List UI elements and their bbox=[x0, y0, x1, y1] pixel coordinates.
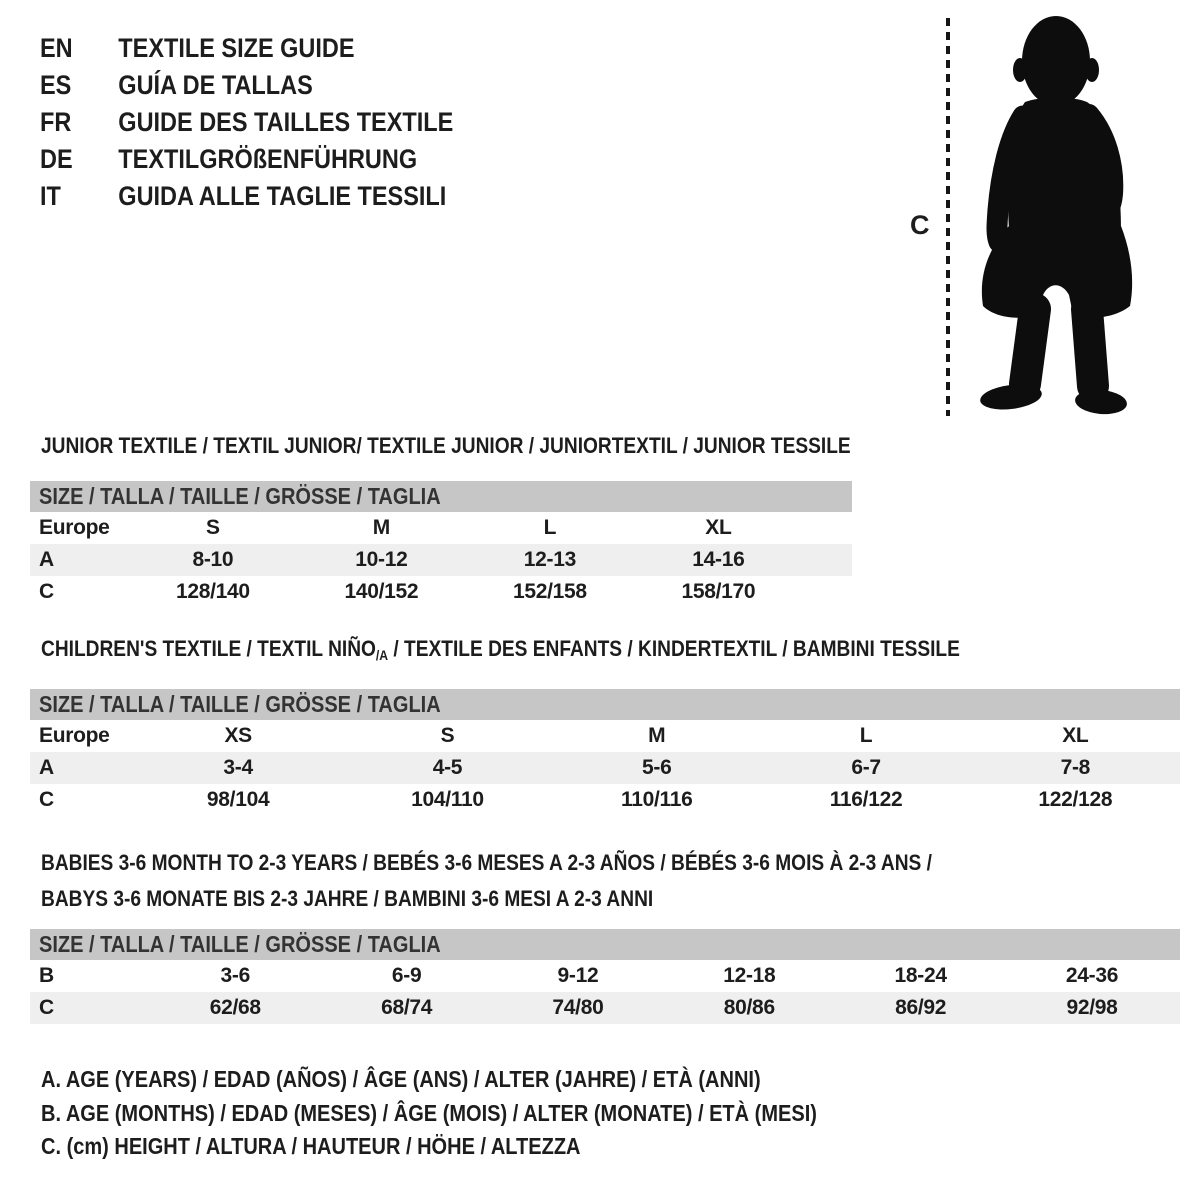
height-cell: 152/158 bbox=[512, 580, 587, 603]
age-cell: 10-12 bbox=[355, 548, 408, 571]
height-cell: 128/140 bbox=[175, 580, 250, 603]
language-row-fr bbox=[40, 104, 515, 141]
age-cell: 8-10 bbox=[192, 548, 234, 571]
size-cell: XL bbox=[705, 516, 732, 539]
size-cell: M bbox=[648, 724, 666, 747]
months-cell: 6-9 bbox=[391, 964, 422, 987]
table-row-height bbox=[30, 784, 1180, 816]
size-cell: S bbox=[206, 516, 220, 539]
table-row-height bbox=[30, 576, 852, 608]
babies-size-table bbox=[30, 929, 1180, 1024]
language-code: DE bbox=[40, 144, 73, 174]
height-cell: 80/86 bbox=[723, 996, 775, 1019]
language-code: FR bbox=[40, 107, 72, 137]
row-label: Europe bbox=[39, 724, 110, 747]
row-label: A bbox=[39, 548, 54, 571]
measurement-legend bbox=[41, 1063, 933, 1164]
nino-a-subscript: /A bbox=[375, 647, 389, 663]
size-cell: S bbox=[440, 724, 455, 747]
table-row-age bbox=[30, 544, 852, 576]
age-cell: 6-7 bbox=[851, 756, 881, 779]
table-row-europe bbox=[30, 512, 852, 544]
height-cell: 86/92 bbox=[895, 996, 947, 1019]
height-cell: 122/128 bbox=[1038, 788, 1113, 811]
row-label: C bbox=[39, 788, 54, 811]
row-label: B bbox=[39, 964, 54, 987]
size-header-bar: SIZE / TALLA / TAILLE / GRÖSSE / TAGLIA bbox=[30, 929, 1180, 960]
months-cell: 3-6 bbox=[220, 964, 250, 987]
age-cell: 12-13 bbox=[523, 548, 576, 571]
height-cell: 158/170 bbox=[681, 580, 756, 603]
language-code: IT bbox=[40, 181, 61, 211]
language-code: EN bbox=[40, 33, 73, 63]
size-cell: XS bbox=[224, 724, 252, 747]
guide-title: TEXTILGRÖßENFÜHRUNG bbox=[118, 144, 418, 174]
children-section-heading: CHILDREN'S TEXTILE / TEXTIL $NIÑO_{/A}$ / TEXTILE DES ENFANTS / KINDERTEXTIL / BAMBINI TESSILE bbox=[41, 636, 960, 663]
months-cell: 24-36 bbox=[1065, 964, 1119, 987]
junior-section-heading: JUNIOR TEXTILE / TEXTIL JUNIOR/ TEXTILE JUNIOR / JUNIORTEXTIL / JUNIOR TESSILE bbox=[41, 433, 851, 458]
height-cell: 62/68 bbox=[209, 996, 261, 1019]
months-cell: 9-12 bbox=[557, 964, 599, 987]
months-cell: 18-24 bbox=[894, 964, 947, 987]
size-header-bar: SIZE / TALLA / TAILLE / GRÖSSE / TAGLIA bbox=[30, 689, 1180, 720]
height-measure-dashed-line bbox=[946, 18, 950, 416]
toddler-silhouette-icon bbox=[963, 14, 1138, 416]
height-cell: 110/116 bbox=[620, 788, 693, 811]
legend-age-months: B. AGE (MONTHS) / EDAD (MESES) / ÂGE (MOIS) / ALTER (MONATE) / ETÀ (MESI) bbox=[41, 1099, 817, 1126]
junior-size-table bbox=[30, 481, 852, 608]
height-cell: 140/152 bbox=[344, 580, 419, 603]
size-cell: L bbox=[859, 724, 873, 747]
months-cell: 12-18 bbox=[723, 964, 776, 987]
height-cell: 74/80 bbox=[552, 996, 604, 1019]
language-row-it bbox=[40, 178, 515, 215]
size-cell: M bbox=[372, 516, 390, 539]
row-label: C bbox=[39, 580, 54, 603]
language-row-es bbox=[40, 67, 515, 104]
height-cell: 116/122 bbox=[829, 788, 903, 811]
table-row-age bbox=[30, 752, 1180, 784]
legend-age-years: A. AGE (YEARS) / EDAD (AÑOS) / ÂGE (ANS) / ALTER (JAHRE) / ETÀ (ANNI) bbox=[41, 1066, 761, 1092]
table-row-height bbox=[30, 992, 1180, 1024]
guide-title: GUIDE DES TAILLES TEXTILE bbox=[118, 107, 454, 137]
guide-title: TEXTILE SIZE GUIDE bbox=[118, 33, 355, 63]
size-cell: L bbox=[543, 516, 557, 539]
age-cell: 3-4 bbox=[223, 756, 253, 779]
size-header-bar: SIZE / TALLA / TAILLE / GRÖSSE / TAGLIA bbox=[30, 481, 852, 512]
language-code: ES bbox=[40, 70, 72, 100]
age-cell: 14-16 bbox=[692, 548, 745, 571]
row-label: C bbox=[39, 996, 54, 1019]
table-row-months bbox=[30, 960, 1180, 992]
babies-section-heading: BABIES 3-6 MONTH TO 2-3 YEARS / BEBÉS 3-6 MESES A 2-3 AÑOS / BÉBÉS 3-6 MOIS À 2-3 ANS / BABYS 3-6 MONATE BIS 2-3 JAHRE / BAMBINI 3-6 MESI A 2-3 ANNI bbox=[41, 850, 932, 911]
height-cell: 104/110 bbox=[411, 788, 484, 811]
language-row-en bbox=[40, 30, 515, 67]
guide-title: GUÍA DE TALLAS bbox=[118, 70, 313, 100]
height-cell: 92/98 bbox=[1066, 996, 1118, 1019]
age-cell: 5-6 bbox=[642, 756, 672, 779]
children-size-table bbox=[30, 689, 1180, 816]
height-cell: 68/74 bbox=[381, 996, 433, 1019]
age-cell: 4-5 bbox=[432, 756, 463, 779]
height-measure-label: C bbox=[910, 210, 930, 240]
legend-height-cm: C. (cm) HEIGHT / ALTURA / HAUTEUR / HÖHE / ALTEZZA bbox=[41, 1133, 581, 1159]
size-cell: XL bbox=[1062, 724, 1089, 747]
language-row-de bbox=[40, 141, 515, 178]
age-cell: 7-8 bbox=[1060, 756, 1091, 779]
guide-title: GUIDA ALLE TAGLIE TESSILI bbox=[118, 181, 447, 211]
language-title-list bbox=[40, 30, 515, 215]
height-cell: 98/104 bbox=[206, 788, 270, 811]
row-label: Europe bbox=[39, 516, 110, 539]
row-label: A bbox=[39, 756, 54, 779]
table-row-europe bbox=[30, 720, 1180, 752]
